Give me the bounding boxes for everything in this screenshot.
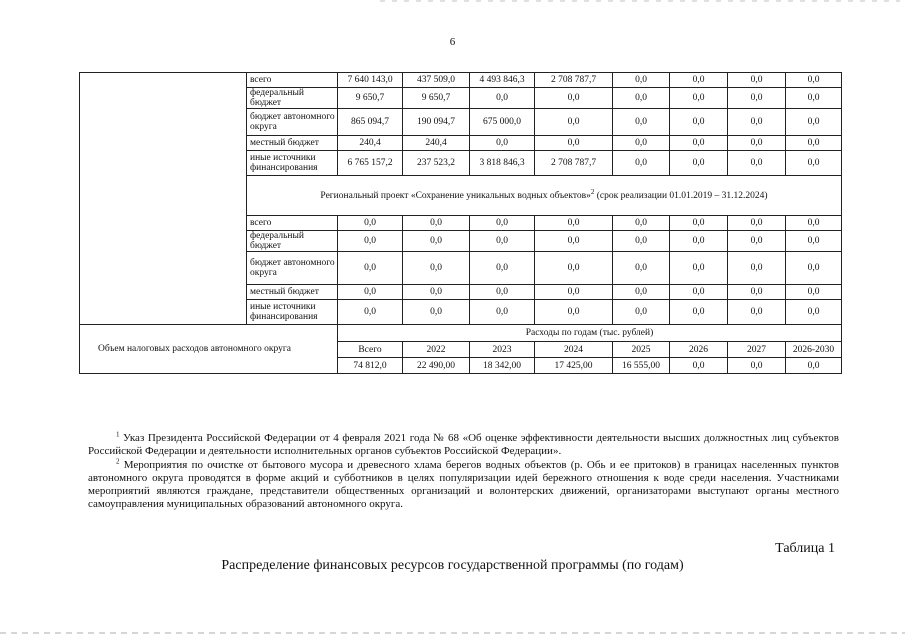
value-cell: 0,0 — [338, 216, 403, 231]
value-cell: 0,0 — [786, 252, 842, 285]
table-row — [80, 325, 842, 342]
value-cell: 0,0 — [728, 216, 786, 231]
footnotes — [88, 432, 839, 512]
section-title: Распределение финансовых ресурсов государственной программы (по годам) — [221, 558, 684, 573]
row-label: бюджет автономного округа — [247, 252, 338, 285]
year-header: 2023 — [470, 342, 535, 358]
value-cell: 675 000,0 — [470, 109, 535, 136]
value-cell: 0,0 — [670, 109, 728, 136]
value-cell: 0,0 — [470, 88, 535, 109]
value-cell: 0,0 — [786, 151, 842, 176]
value-cell: 0,0 — [786, 136, 842, 151]
regional-project-title: Региональный проект «Сохранение уникальных водных объектов»$^2$ (срок реализации 01.01.2019 – 31.12.2024) — [247, 176, 842, 216]
value-cell: 0,0 — [613, 285, 670, 300]
value-cell: 0,0 — [470, 252, 535, 285]
value-cell: 0,0 — [613, 73, 670, 88]
value-cell: 0,0 — [338, 285, 403, 300]
merged-empty-cell — [80, 73, 247, 325]
value-cell: 74 812,0 — [338, 358, 403, 374]
value-cell: 0,0 — [728, 136, 786, 151]
footnote-1: $^1$ Указ Президента Российской Федерации от 4 февраля 2021 года № 68 «Об оценке эффективности деятельности высших должностных лиц субъектов Российской Федерации и деятельности исполнительных органов субъектов Российской Федерации». — [88, 430, 839, 457]
scan-artifact-top — [380, 0, 900, 2]
row-label: всего — [247, 216, 338, 231]
value-cell: 0,0 — [670, 216, 728, 231]
value-cell: 0,0 — [670, 136, 728, 151]
value-cell: 9 650,7 — [403, 88, 470, 109]
value-cell: 0,0 — [470, 136, 535, 151]
value-cell: 0,0 — [670, 300, 728, 325]
value-cell: 0,0 — [338, 252, 403, 285]
value-cell: 0,0 — [613, 151, 670, 176]
financing-table — [79, 72, 842, 374]
value-cell: 0,0 — [613, 300, 670, 325]
year-header: Всего — [338, 342, 403, 358]
value-cell: 22 490,00 — [403, 358, 470, 374]
row-label: местный бюджет — [247, 136, 338, 151]
value-cell: 0,0 — [613, 88, 670, 109]
year-header: 2026-2030 — [786, 342, 842, 358]
value-cell: 0,0 — [786, 358, 842, 374]
value-cell: 0,0 — [535, 136, 613, 151]
row-label: федеральный бюджет — [247, 88, 338, 109]
year-header: 2025 — [613, 342, 670, 358]
value-cell: 865 094,7 — [338, 109, 403, 136]
value-cell: 0,0 — [670, 73, 728, 88]
value-cell: 0,0 — [338, 231, 403, 252]
value-cell: 2 708 787,7 — [535, 73, 613, 88]
value-cell: 0,0 — [728, 73, 786, 88]
value-cell: 0,0 — [535, 300, 613, 325]
value-cell: 240,4 — [403, 136, 470, 151]
tax-expenditure-label: Объем налоговых расходов автономного округа — [80, 325, 338, 374]
value-cell: 0,0 — [728, 285, 786, 300]
value-cell: 0,0 — [470, 231, 535, 252]
value-cell: 0,0 — [535, 216, 613, 231]
value-cell: 0,0 — [403, 300, 470, 325]
value-cell: 0,0 — [728, 109, 786, 136]
value-cell: 0,0 — [728, 358, 786, 374]
value-cell: 0,0 — [403, 231, 470, 252]
value-cell: 9 650,7 — [338, 88, 403, 109]
value-cell: 0,0 — [403, 252, 470, 285]
scan-artifact-bottom — [0, 632, 905, 634]
value-cell: 17 425,00 — [535, 358, 613, 374]
footnote-2: $^2$ Мероприятия по очистке от бытового мусора и древесного хлама берегов водных объектов (р. Обь и ее притоков) в границах населенных пунктов автономного округа проводятся в форме акций и субботников в целях популяризации идей бережного отношения к воде среди населения. Участниками мероприятий являются граждане, представители общественных организаций и волонтерских движений, организаторами выступают органы местного самоуправления муниципальных образований автономного округа. — [88, 457, 839, 510]
value-cell: 0,0 — [728, 252, 786, 285]
value-cell: 4 493 846,3 — [470, 73, 535, 88]
value-cell: 0,0 — [786, 285, 842, 300]
value-cell: 0,0 — [786, 88, 842, 109]
value-cell: 16 555,00 — [613, 358, 670, 374]
year-header: 2026 — [670, 342, 728, 358]
value-cell: 2 708 787,7 — [535, 151, 613, 176]
value-cell: 0,0 — [786, 109, 842, 136]
value-cell: 0,0 — [535, 231, 613, 252]
value-cell: 18 342,00 — [470, 358, 535, 374]
value-cell: 0,0 — [786, 300, 842, 325]
page-number: 6 — [449, 36, 456, 48]
value-cell: 0,0 — [403, 285, 470, 300]
value-cell: 0,0 — [670, 252, 728, 285]
value-cell: 0,0 — [535, 88, 613, 109]
value-cell: 0,0 — [470, 285, 535, 300]
row-label: всего — [247, 73, 338, 88]
value-cell: 0,0 — [613, 252, 670, 285]
value-cell: 7 640 143,0 — [338, 73, 403, 88]
row-label: местный бюджет — [247, 285, 338, 300]
value-cell: 0,0 — [670, 285, 728, 300]
value-cell: 0,0 — [403, 216, 470, 231]
value-cell: 0,0 — [786, 216, 842, 231]
value-cell: 0,0 — [670, 88, 728, 109]
row-label: федеральный бюджет — [247, 231, 338, 252]
value-cell: 0,0 — [535, 109, 613, 136]
value-cell: 0,0 — [728, 231, 786, 252]
value-cell: 0,0 — [613, 136, 670, 151]
value-cell: 240,4 — [338, 136, 403, 151]
value-cell: 0,0 — [728, 300, 786, 325]
table-row — [80, 73, 842, 88]
value-cell: 6 765 157,2 — [338, 151, 403, 176]
year-header: 2024 — [535, 342, 613, 358]
row-label: иные источники финансирования — [247, 300, 338, 325]
value-cell: 0,0 — [535, 285, 613, 300]
tax-expenditure-header: Расходы по годам (тыс. рублей) — [338, 325, 842, 342]
value-cell: 0,0 — [535, 252, 613, 285]
value-cell: 0,0 — [728, 151, 786, 176]
value-cell: 0,0 — [728, 88, 786, 109]
value-cell: 0,0 — [613, 231, 670, 252]
table-caption: Таблица 1 — [775, 541, 835, 556]
value-cell: 0,0 — [613, 216, 670, 231]
value-cell: 0,0 — [786, 231, 842, 252]
year-header: 2022 — [403, 342, 470, 358]
value-cell: 0,0 — [786, 73, 842, 88]
value-cell: 0,0 — [338, 300, 403, 325]
value-cell: 0,0 — [670, 231, 728, 252]
value-cell: 0,0 — [470, 300, 535, 325]
row-label: иные источники финансирования — [247, 151, 338, 176]
value-cell: 190 094,7 — [403, 109, 470, 136]
value-cell: 0,0 — [470, 216, 535, 231]
value-cell: 237 523,2 — [403, 151, 470, 176]
value-cell: 0,0 — [670, 358, 728, 374]
year-header: 2027 — [728, 342, 786, 358]
value-cell: 437 509,0 — [403, 73, 470, 88]
value-cell: 0,0 — [613, 109, 670, 136]
row-label: бюджет автономного округа — [247, 109, 338, 136]
value-cell: 0,0 — [670, 151, 728, 176]
value-cell: 3 818 846,3 — [470, 151, 535, 176]
